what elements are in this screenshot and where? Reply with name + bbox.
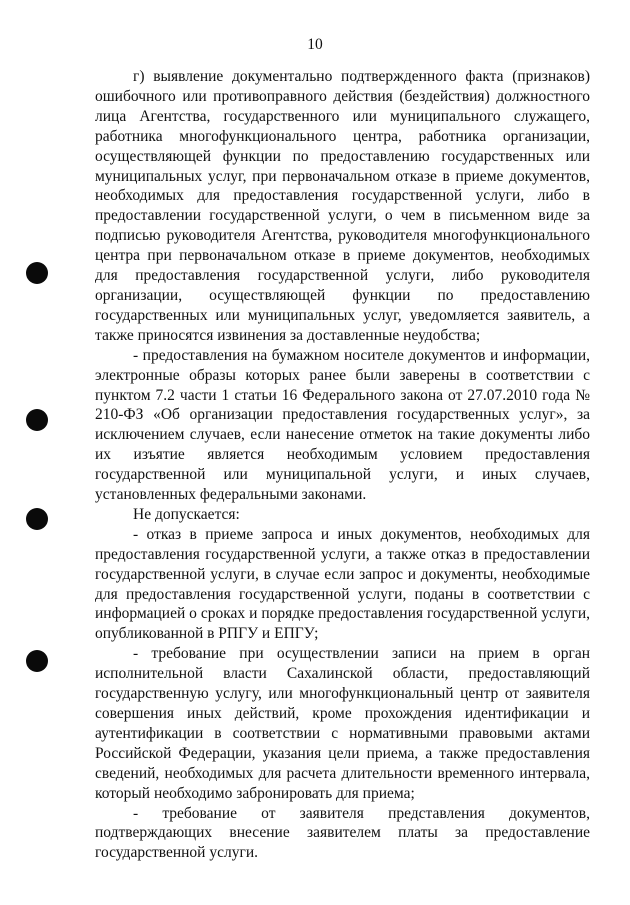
punch-hole [26, 650, 48, 672]
paragraph-g-clause: г) выявление документально подтвержденного факта (признаков) ошибочного или противоправного действия (бездействия) должностного лица Агентства, государственного или муниципального служащего, работника многофункционального центра, работника организации, осуществляющей функции по предоставлению государственных или муниципальных услуг, при первоначальном отказе в приеме документов, необходимых для предоставления государственной услуги, либо в предоставлении государственной услуги, о чем в письменном виде за подписью руководителя Агентства, руководителя многофункционального центра при первоначальном отказе в приеме документов, необходимых для предоставления государственной услуги, либо руководителя организации, осуществляющей функции по предоставлению государственных или муниципальных услуг, уведомляется заявитель, а также приносятся извинения за доставленные неудобства; [95, 68, 590, 344]
paragraph-paper-documents: - предоставления на бумажном носителе документов и информации, электронные образы которых ранее были заверены в соответствии с пунктом 7.2 части 1 статьи 16 Федерального закона от 27.07.2010 года № 210-ФЗ «Об организации предоставления государственных услуг», за исключением случаев, если нанесение отметок на такие документы либо их изъятие является необходимым условием предоставления государственной или муниципальной услуги, и иных случаев, установленных федеральными законами. [95, 346, 590, 504]
punch-hole [26, 409, 48, 431]
paragraph-appointment-requirement: - требование при осуществлении записи на прием в орган исполнительной власти Сахалинской области, предоставляющий государственную услугу, или многофункциональный центр от заявителя совершения иных действий, кроме прохождения идентификации и аутентификации в соответствии с нормативными правовыми актами Российской Федерации, указания цели приема, а также предоставления сведений, необходимых для расчета длительности временного интервала, который необходимо забронировать для приема; [95, 645, 590, 802]
paragraph-not-allowed-heading: Не допускается: [133, 505, 240, 523]
page-number: 10 [307, 36, 323, 53]
document-body [95, 67, 590, 863]
punch-hole [26, 262, 48, 284]
punch-hole [26, 508, 48, 530]
paragraph-payment-proof: - требование от заявителя представления документов, подтверждающих внесение заявителем платы за предоставление государственной услуги. [95, 804, 590, 862]
paragraph-refusal: - отказ в приеме запроса и иных документов, необходимых для предоставления государственной услуги, а также отказ в предоставлении государственной услуги, в случае если запрос и документы, необходимые для предоставления государственной услуги, поданы в соответствии с информацией о сроках и порядке предоставления государственной услуги, опубликованной в РПГУ и ЕПГУ; [95, 525, 590, 643]
